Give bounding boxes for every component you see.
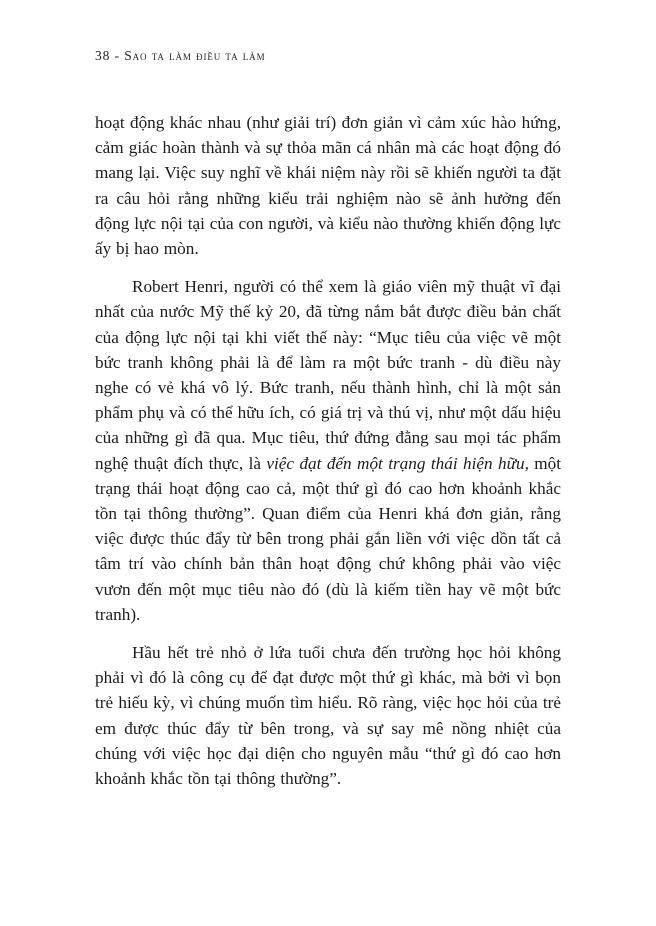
- paragraph: [95, 640, 561, 791]
- paragraph: [95, 110, 561, 261]
- paragraph: [95, 274, 561, 627]
- page-header: [95, 48, 561, 64]
- paragraph-text: , một trạng thái hoạt động cao cả, một thứ gì đó cao hơn khoảnh khắc tồn tại thông thường”. Quan điểm của Henri khá đơn giản, rằng việc được thúc đẩy từ bên trong phải gắn liền với việc dồn tất cả tâm trí vào chính bản thân hoạt động chứ không phải vào việc vươn đến một mục tiêu nào đó (dù là kiếm tiền hay vẽ một bức tranh).: [95, 453, 561, 624]
- paragraph-text: hoạt động khác nhau (như giải trí) đơn giản vì cảm xúc hào hứng, cảm giác hoàn thành và sự thỏa mãn cá nhân mà các hoạt động đó mang lại. Việc suy nghĩ về khái niệm này rồi sẽ khiến người ta đặt ra câu hỏi rằng những kiểu trải nghiệm nào sẽ ảnh hưởng đến động lực nội tại của con người, và kiểu nào thường khiến động lực ấy bị hao mòn.: [95, 113, 561, 259]
- paragraph-text: Robert Henri, người có thể xem là giáo viên mỹ thuật vĩ đại nhất của nước Mỹ thế kỷ 20, đã từng nắm bắt được điều bản chất của động lực nội tại khi viết thế này: “Mục tiêu của việc vẽ một bức tranh không phải là để làm ra một bức tranh - dù điều này nghe có vẻ khá vô lý. Bức tranh, nếu thành hình, chỉ là một sản phẩm phụ và có thể hữu ích, có giá trị và thú vị, như một dấu hiệu của những gì đã qua. Mục tiêu, thứ đứng đằng sau mọi tác phẩm nghệ thuật đích thực, là: [95, 277, 561, 473]
- page-number-and-running-title: 38 - Sao ta làm điều ta làm: [95, 48, 266, 63]
- paragraph-text: Hầu hết trẻ nhỏ ở lứa tuổi chưa đến trường học hỏi không phải vì đó là công cụ để đạt được một thứ gì khác, mà bởi vì bọn trẻ hiếu kỳ, vì chúng muốn tìm hiểu. Rõ ràng, việc học hỏi của trẻ em được thúc đẩy từ bên trong, và sự say mê nồng nhiệt của chúng với việc học đại diện cho nguyên mẫu “thứ gì đó cao hơn khoảnh khắc tồn tại thông thường”.: [95, 643, 561, 789]
- page-body: [95, 110, 561, 791]
- italic-phrase: việc đạt đến một trạng thái hiện hữu: [266, 453, 525, 473]
